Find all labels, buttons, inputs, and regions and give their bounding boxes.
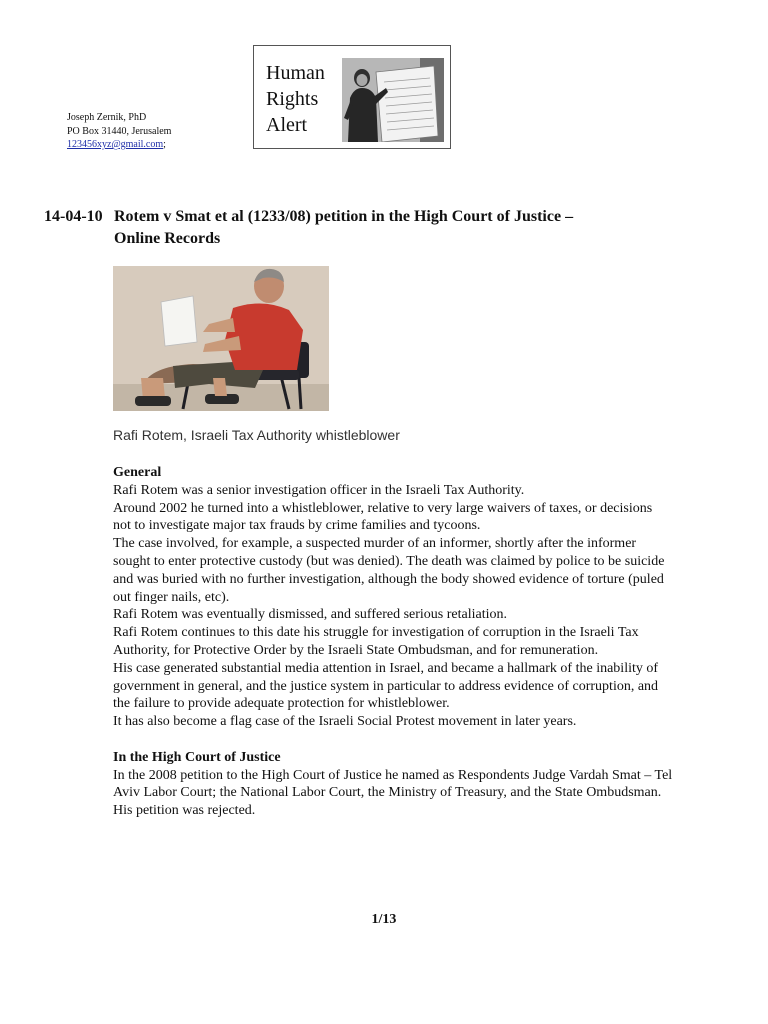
sender-email-suffix: ; — [163, 139, 166, 150]
page-number: 1/13 — [371, 912, 397, 927]
document-title — [44, 206, 664, 250]
section-heading: General — [113, 465, 162, 480]
human-rights-alert-logo — [253, 45, 451, 149]
paragraph: Around 2002 he turned into a whistleblower, relative to very large waivers of taxes, or decisions not to investigate major tax frauds by crime families and tycoons. — [113, 500, 653, 534]
paragraph: The case involved, for example, a suspected murder of an informer, shortly after the informer sought to enter protective custody (but was denied). The death was claimed by police to be suicide and was buried with no further investigation, although the body showed evidence of torture (puled out finger nails, etc). — [113, 536, 665, 605]
sender-address: PO Box 31440, Jerusalem — [67, 125, 172, 137]
photo-rafi-rotem — [113, 266, 329, 411]
photo-caption: Rafi Rotem, Israeli Tax Authority whistleblower — [113, 427, 400, 443]
sender-name: Joseph Zernik, PhD — [67, 112, 147, 123]
paragraph: His case generated substantial media attention in Israel, and became a hallmark of the inability of government in general, and the justice system in particular to address evidence of corruption, and the failure to provide adequate protection for whistleblower. — [113, 660, 659, 712]
logo-word-3: Alert — [266, 114, 308, 136]
paragraph: His petition was rejected. — [113, 803, 256, 819]
sender-email-link[interactable]: 123456xyz@gmail.com — [67, 139, 164, 150]
paragraph: Rafi Rotem was eventually dismissed, and suffered serious retaliation. — [113, 607, 507, 623]
logo-photo-woman-holding-document — [342, 58, 444, 142]
section-general — [113, 464, 673, 731]
logo-word-2: Rights — [266, 88, 319, 110]
title-line-1: Rotem v Smat et al (1233/08) petition in the High Court of Justice – — [114, 208, 574, 225]
section-high-court — [113, 749, 673, 820]
paragraph: Rafi Rotem continues to this date his struggle for investigation of corruption in the Israeli Tax Authority, for Protective Order by the Israeli State Ombudsman, and for remuneration. — [113, 625, 639, 658]
paragraph: In the 2008 petition to the High Court of Justice he named as Respondents Judge Vardah Smat – Tel Aviv Labor Court; the National Labor Court, the Ministry of Treasury, and the State Ombudsman. — [113, 767, 673, 801]
title-number: 14-04-10 — [44, 208, 103, 225]
paragraph: It has also become a flag case of the Israeli Social Protest movement in later years. — [113, 714, 577, 730]
document-body — [113, 464, 673, 838]
paragraph: Rafi Rotem was a senior investigation officer in the Israeli Tax Authority. — [113, 482, 525, 498]
logo-words — [266, 60, 325, 138]
section-heading: In the High Court of Justice — [113, 749, 281, 765]
sender-block — [67, 111, 171, 152]
logo-word-1: Human — [266, 62, 325, 84]
sender-email-line — [67, 138, 171, 152]
title-line-2: Online Records — [114, 230, 221, 247]
